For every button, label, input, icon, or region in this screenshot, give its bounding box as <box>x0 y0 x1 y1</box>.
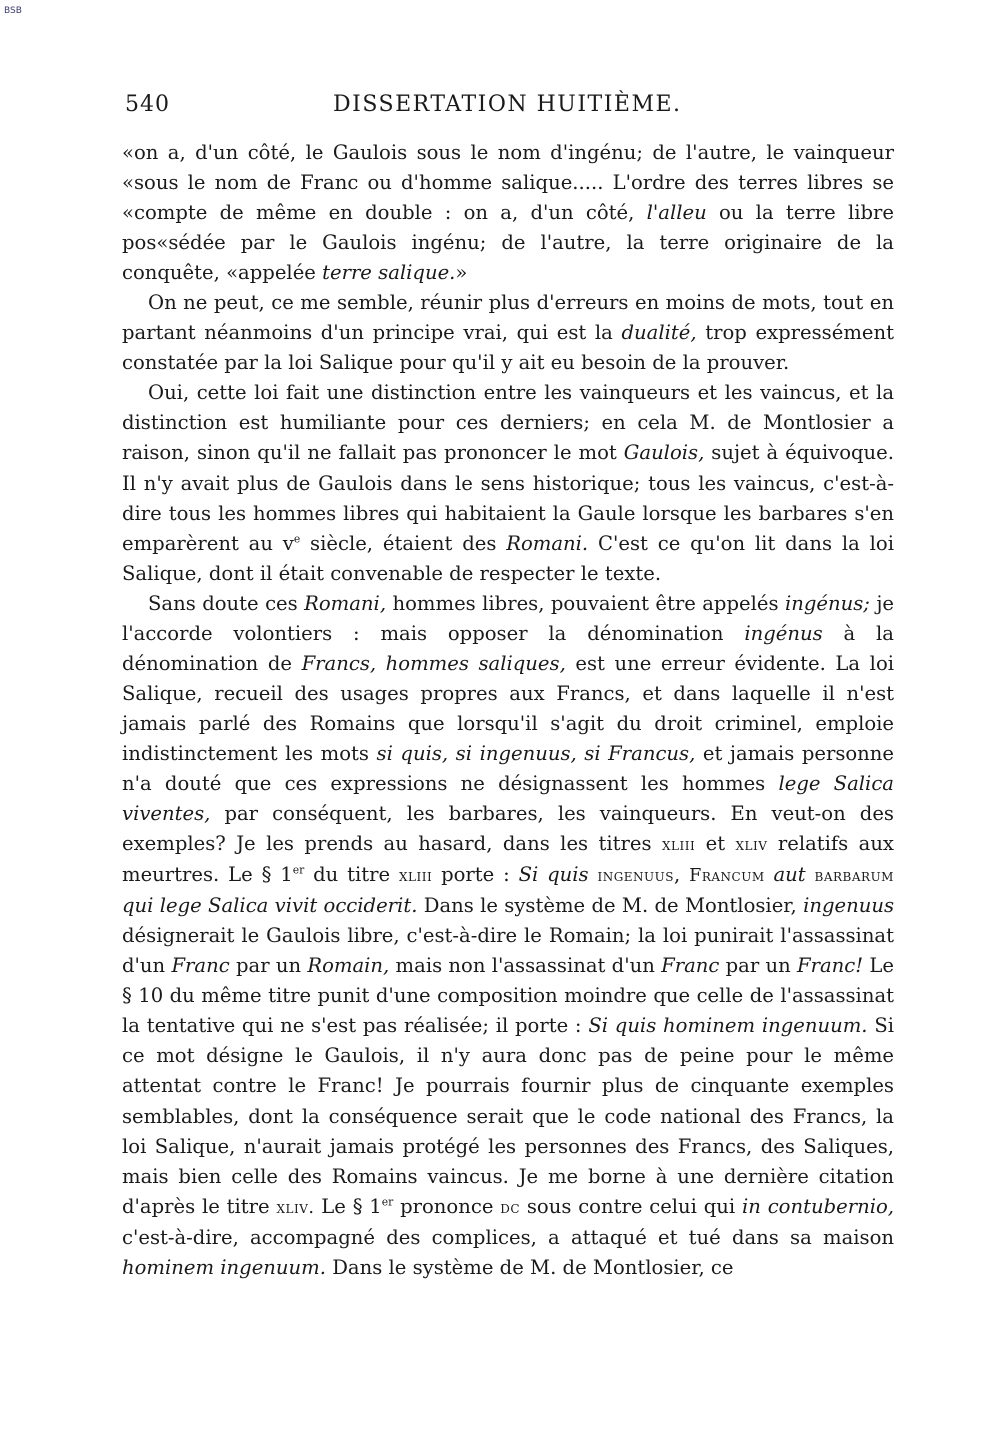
text-run: prononce <box>393 1194 501 1218</box>
italic-text: Romani. <box>506 531 589 555</box>
text-run: à la dénomination de <box>122 621 894 675</box>
italic-text: ingénus <box>744 621 823 645</box>
italic-text: Franc <box>661 954 720 978</box>
text-run: C'est ce qu'on lit dans la loi Salique, dont il était convenable de respecter le texte. <box>122 531 894 585</box>
paragraph <box>122 378 894 588</box>
paragraph <box>122 589 894 1283</box>
small-caps-text: xliv. <box>276 1197 315 1218</box>
text-run: désignerait le Gaulois libre, c'est-à-dire le Romain; la loi punirait l'assassinat d'un <box>122 924 894 978</box>
text-run: sous contre celui qui <box>520 1194 742 1218</box>
italic-text: Franc! <box>797 954 864 978</box>
small-caps-text: xliv <box>735 835 768 856</box>
italic-text: lege Salica viventes, <box>122 771 894 826</box>
text-run: c'est-à-dire, accompagné des complices, a attaqué et tué dans sa maison <box>122 1225 894 1249</box>
superscript: er <box>381 1195 394 1209</box>
text-run: par conséquent, les barbares, les vainqueurs. En veut-on des exemples? Je les prends au hasard, dans les titres <box>122 802 894 856</box>
text-run: On ne peut, ce me semble, réunir plus d'erreurs en moins de mots, tout en partant néanmoins d'un principe vrai, qui est la <box>122 291 894 345</box>
text-run <box>806 863 815 886</box>
text-run: Oui, cette loi fait une distinction entre les vainqueurs et les vaincus, et la distinction est humiliante pour ces derniers; en cela M. de Montlosier a raison, sinon qu'il ne fallait pas prononcer le mot <box>122 381 894 465</box>
italic-text: terre salique. <box>322 261 456 285</box>
text-run: siècle, étaient des <box>300 531 507 555</box>
small-caps-text: ingenuus <box>597 866 675 887</box>
text-run: et jamais personne n'a douté que ces expressions ne désignassent les hommes <box>122 741 895 795</box>
text-run: relatifs aux meurtres. Le § 1 <box>122 832 894 887</box>
text-run: sujet à équivoque. Il n'y avait plus de Gaulois dans le sens historique; tous les vaincus, c'est-à-dire tous les hommes libres qui habitaient la Gaule lorsque les barbares s'en emparèrent au v <box>122 441 894 555</box>
italic-text: aut <box>773 863 806 887</box>
text-run: et <box>695 832 736 856</box>
italic-text: Si quis hominem ingenuum. <box>588 1014 868 1038</box>
text-run: du titre <box>304 863 399 887</box>
text-run: «on a, d'un côté, le Gaulois sous le nom d'ingénu; de l'autre, le vainqueur «sous le nom de Franc ou d'homme salique..... L'ordre des terres libres se «compte de même en double : on a, d'un côté, <box>122 141 894 225</box>
superscript: er <box>292 863 305 877</box>
italic-text: l'alleu <box>646 201 707 225</box>
text-run: Le § 10 du même titre punit d'une composition moindre que celle de l'assassinat la tentative qui ne s'est pas réalisée; il porte : <box>122 954 895 1038</box>
text-run: » <box>455 261 468 285</box>
italic-text: Francs, hommes saliques, <box>301 651 566 675</box>
running-title: DISSERTATION HUITIÈME. <box>333 92 682 117</box>
paragraph-quote <box>122 138 894 288</box>
paragraph <box>122 288 894 378</box>
small-caps-text: xliii <box>661 835 696 856</box>
italic-text: ingenuus <box>803 894 894 918</box>
small-caps-text: dc <box>500 1197 521 1218</box>
text-run: mais non l'assassinat d'un <box>389 954 662 978</box>
small-caps-text: xliii <box>398 866 433 887</box>
italic-text: Romain, <box>307 954 390 978</box>
italic-text: Gaulois, <box>623 441 705 465</box>
page-number: 540 <box>125 92 170 117</box>
text-run: Si ce mot désigne le Gaulois, il n'y aura donc pas de peine pour le même attentat contre le Franc! Je pourrais fournir plus de cinquante exemples semblables, dont la conséquence serait que le code national des Francs, la loi Salique, n'aurait jamais protégé les personnes des Francs, des Saliques, mais bien celle des Romains vaincus. Je me borne à une dernière citation d'après le titre <box>122 1014 895 1218</box>
text-run: par un <box>719 954 797 978</box>
text-run: par un <box>229 954 308 978</box>
small-caps-text: Francum <box>689 866 765 887</box>
text-run: Le § 1 <box>314 1194 382 1218</box>
italic-text: dualité, <box>621 321 697 345</box>
italic-text: hominem ingenuum. <box>122 1255 326 1279</box>
library-stamp: BSB <box>4 6 22 16</box>
small-caps-text: barbarum <box>814 866 894 887</box>
page-header <box>125 92 895 126</box>
text-run: trop expressément constatée par la loi Salique pour qu'il y ait eu besoin de la prouver. <box>122 321 894 375</box>
italic-text: Si quis <box>518 863 589 887</box>
body-text <box>122 138 894 1283</box>
italic-text: in contubernio, <box>742 1194 894 1218</box>
text-run: Dans le système de M. de Montlosier, ce <box>325 1255 734 1279</box>
text-run: , <box>674 863 690 887</box>
superscript: e <box>293 532 301 546</box>
italic-text: Franc <box>171 954 230 978</box>
text-run: Sans doute ces <box>148 591 305 615</box>
text-run: Dans le système de M. de Montlosier, <box>417 894 804 918</box>
text-run: est une erreur évidente. La loi Salique, recueil des usages propres aux Francs, et dans laquelle il n'est jamais parlé des Romains que lorsqu'il s'agit du droit criminel, emploie indistinctement les mots <box>122 651 895 765</box>
text-run: je l'accorde volontiers : mais opposer la dénomination <box>122 591 894 645</box>
italic-text: Romani, <box>304 591 387 615</box>
italic-text: ingénus; <box>784 591 870 615</box>
italic-text: si quis, si ingenuus, si Francus, <box>376 741 696 765</box>
text-run: ou la terre libre pos«sédée par le Gaulois ingénu; de l'autre, la terre originaire de la conquête, «appelée <box>122 201 894 285</box>
text-run: porte : <box>432 863 519 887</box>
italic-text: qui lege Salica vivit occiderit. <box>122 894 418 918</box>
text-run: hommes libres, pouvaient être appelés <box>386 591 785 615</box>
